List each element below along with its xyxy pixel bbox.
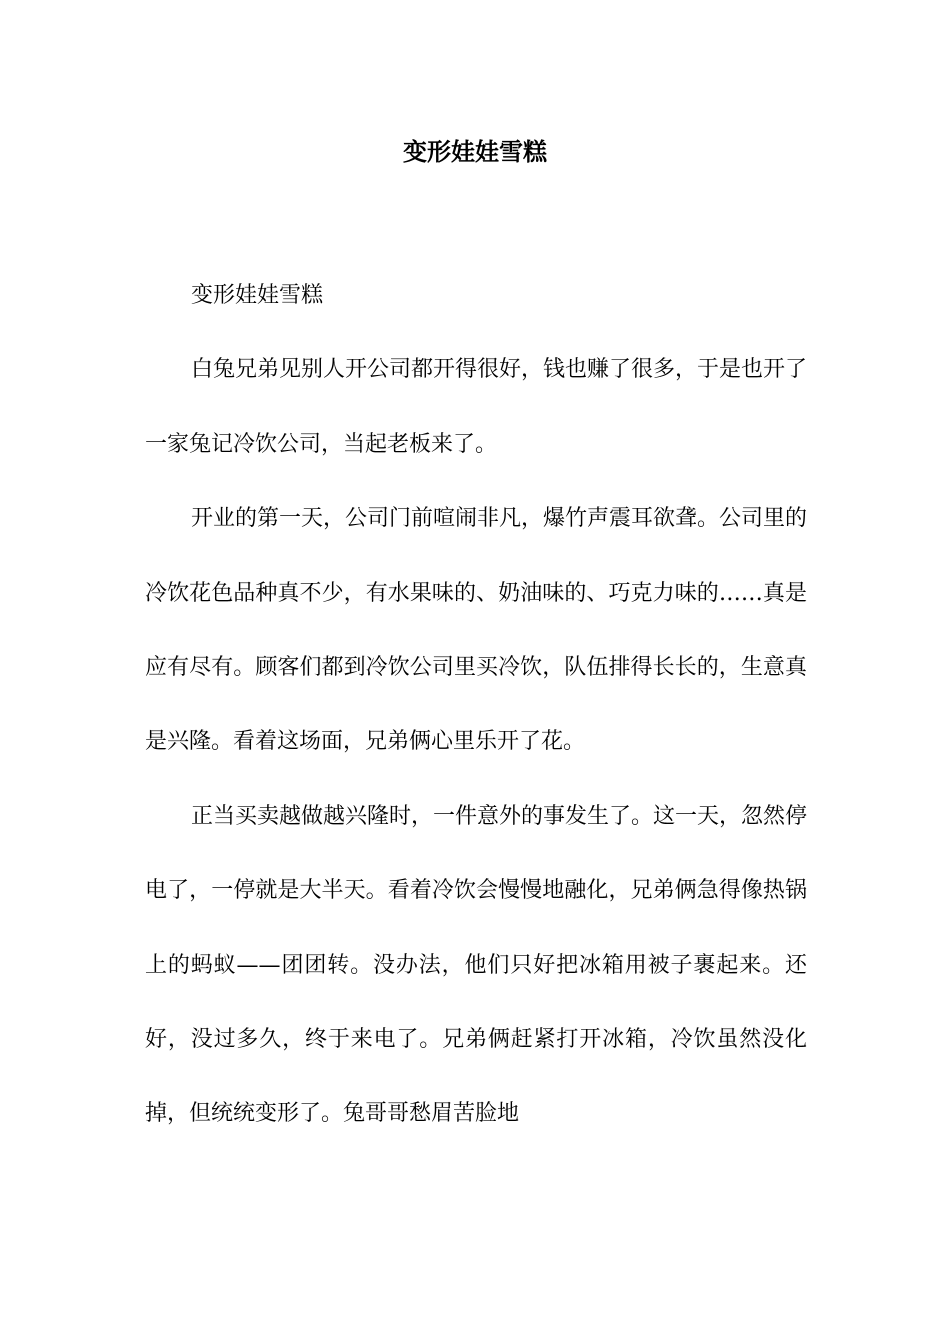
paragraph: 白兔兄弟见别人开公司都开得很好，钱也赚了很多，于是也开了一家兔记冷饮公司，当起老板来了。	[145, 357, 808, 457]
document-body	[145, 259, 807, 1152]
paragraph: 开业的第一天，公司门前喧闹非凡，爆竹声震耳欲聋。公司里的冷饮花色品种真不少，有水果味的、奶油味的、巧克力味的……真是应有尽有。顾客们都到冷饮公司里买冷饮，队伍排得长长的，生意真是兴隆。看着这场面，兄弟俩心里乐开了花。	[145, 506, 808, 755]
paragraph: 正当买卖越做越兴隆时，一件意外的事发生了。这一天，忽然停电了，一停就是大半天。看着冷饮会慢慢地融化，兄弟俩急得像热锅上的蚂蚁——团团转。没办法，他们只好把冰箱用被子裹起来。还好，没过多久，终于来电了。兄弟俩赶紧打开冰箱，冷饮虽然没化掉，但统统变形了。兔哥哥愁眉苦脸地	[145, 803, 808, 1127]
document-title: 变形娃娃雪糕	[403, 137, 547, 166]
paragraph-subtitle: 变形娃娃雪糕	[191, 283, 324, 308]
